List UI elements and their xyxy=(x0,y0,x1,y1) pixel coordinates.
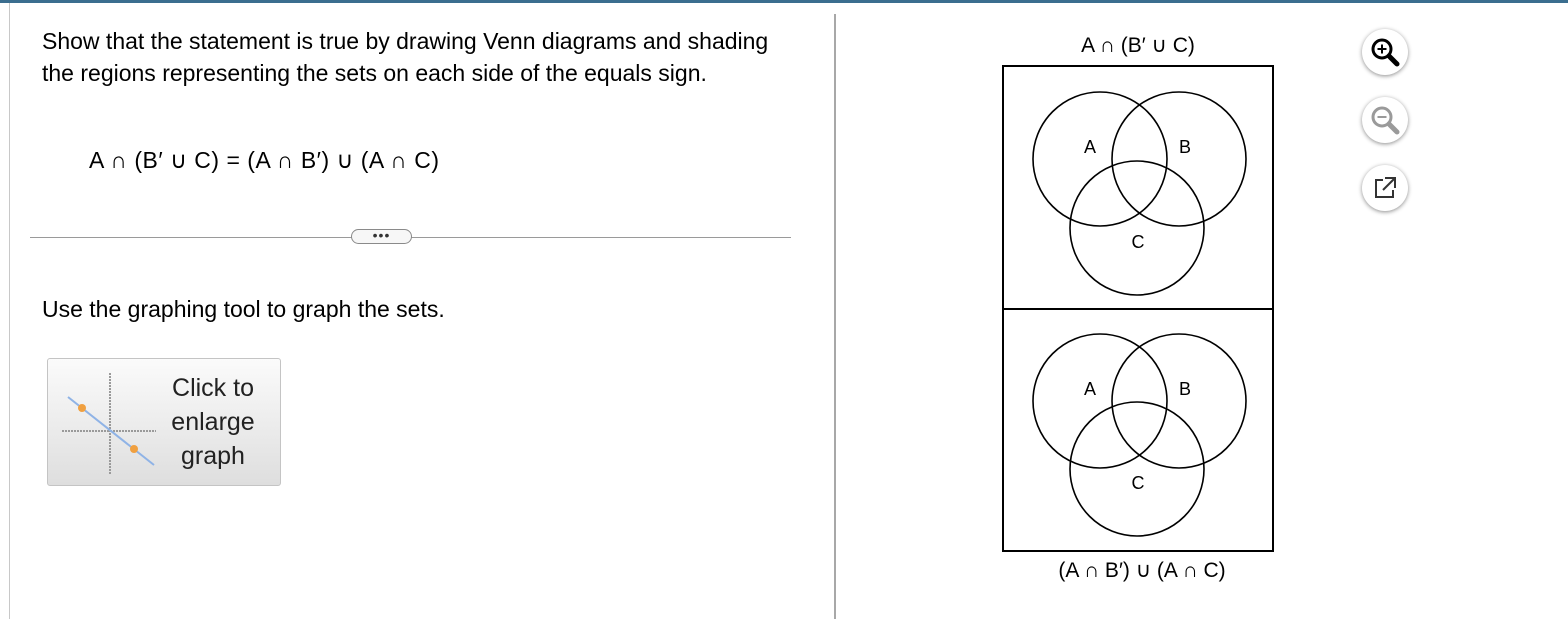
venn-bottom-label-a: A xyxy=(1083,379,1097,399)
instruction-text: Use the graphing tool to graph the sets. xyxy=(42,296,445,322)
venn-top-circle-b xyxy=(1112,92,1246,226)
zoom-in-button[interactable] xyxy=(1362,29,1408,75)
left-border xyxy=(9,3,10,619)
venn-top-universe xyxy=(1003,66,1273,309)
top-accent-bar xyxy=(0,0,1568,3)
equation: A ∩ (B′ ∪ C) = (A ∩ B′) ∪ (A ∩ C) xyxy=(89,147,440,173)
venn-bottom-circle-c xyxy=(1070,402,1204,536)
venn-bottom-title: (A ∩ B′) ∪ (A ∩ C) xyxy=(1058,559,1226,582)
venn-top-title: A ∩ (B′ ∪ C) xyxy=(1081,34,1195,57)
venn-top-label-c: C xyxy=(1131,232,1145,252)
venn-bottom-diagram[interactable] xyxy=(1003,309,1273,551)
venn-bottom-circle-a xyxy=(1033,334,1167,468)
venn-bottom-label-b: B xyxy=(1178,379,1192,399)
zoom-out-button[interactable] xyxy=(1362,97,1408,143)
venn-top-circle-a xyxy=(1033,92,1167,226)
external-window-icon xyxy=(1371,174,1399,202)
graph-thumbnail-icon xyxy=(58,369,158,477)
venn-top-diagram[interactable] xyxy=(1003,66,1273,309)
enlarge-graph-label: Click to enlarge graph xyxy=(171,374,255,470)
enlarge-graph-button[interactable] xyxy=(47,358,281,486)
venn-top-label-a: A xyxy=(1083,137,1097,157)
magnifier-minus-icon xyxy=(1369,104,1401,136)
venn-bottom-circle-b xyxy=(1112,334,1246,468)
venn-top-label-b: B xyxy=(1178,137,1192,157)
expand-button[interactable]: ••• xyxy=(351,229,412,244)
popout-button[interactable] xyxy=(1362,165,1408,211)
venn-top-circle-c xyxy=(1070,161,1204,295)
venn-diagrams xyxy=(1002,65,1274,553)
pane-divider xyxy=(834,14,836,619)
magnifier-plus-icon xyxy=(1369,36,1401,68)
question-prompt: Show that the statement is true by drawing Venn diagrams and shading the regions representing the sets on each side of the equals sign. xyxy=(42,28,769,86)
venn-bottom-label-c: C xyxy=(1131,473,1145,493)
